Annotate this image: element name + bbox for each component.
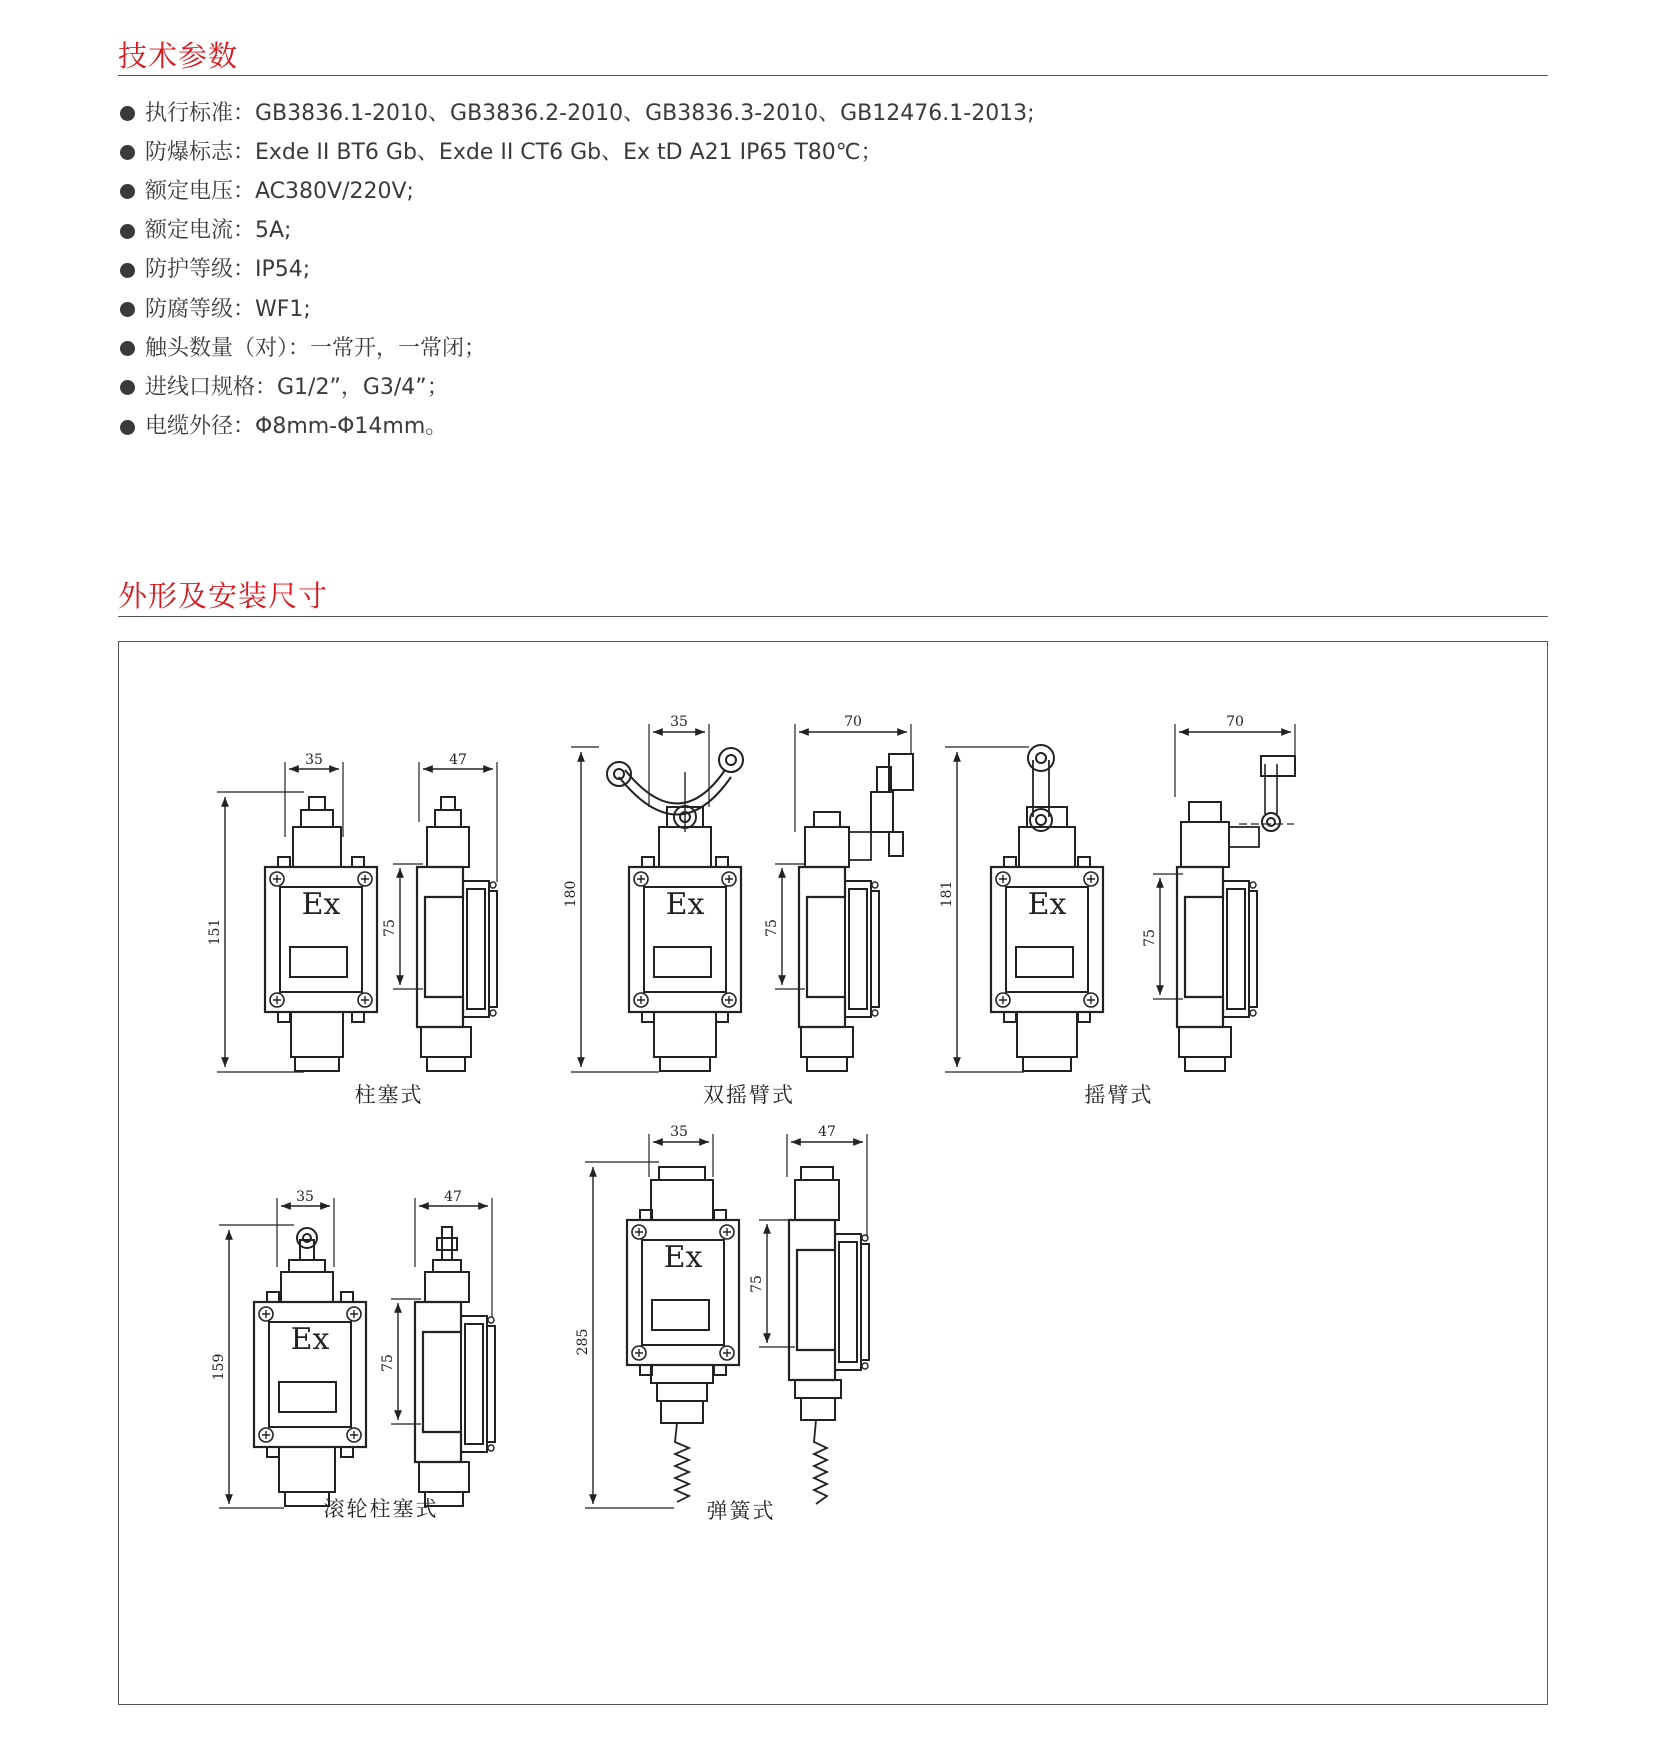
spec-text: 执行标准：GB3836.1-2010、GB3836.2-2010、GB3836.3-2010、GB12476.1-2013; — [145, 100, 1035, 126]
spec-item — [120, 251, 1035, 290]
spec-text: 防爆标志：Exde II BT6 Gb、Exde II CT6 Gb、Ex tD A21 IP65 T80℃； — [145, 139, 883, 165]
mount-label: 75 — [380, 1354, 396, 1372]
spec-item — [120, 94, 1035, 133]
spec-item — [120, 133, 1035, 172]
spec-text: 防护等级：IP54; — [145, 257, 311, 283]
width-label: 35 — [305, 752, 323, 768]
spec-item — [120, 212, 1035, 251]
drawing-double-arm-side — [764, 714, 913, 1071]
caption-roller-plunger: 滚轮柱塞式 — [323, 1497, 439, 1521]
ex-mark: Ex — [663, 1240, 703, 1275]
height-label: 285 — [575, 1328, 591, 1356]
drawing-plunger-side — [382, 752, 497, 1071]
height-label: 181 — [939, 880, 955, 908]
bullet-icon — [120, 224, 135, 239]
spec-list — [120, 94, 1035, 447]
spec-item — [120, 368, 1035, 407]
depth-label: 70 — [844, 714, 862, 730]
spec-text: 触头数量（对）：一常开，一常闭； — [145, 335, 487, 361]
spec-item — [120, 290, 1035, 329]
bullet-icon — [120, 302, 135, 317]
depth-label: 47 — [444, 1189, 462, 1205]
mount-label: 75 — [764, 919, 780, 937]
depth-label: 70 — [1226, 714, 1244, 730]
spec-text: 额定电压：AC380V/220V; — [145, 178, 414, 204]
drawing-double-arm-front — [563, 714, 743, 1072]
bullet-icon — [120, 420, 135, 435]
tech-section-title: 技术参数 — [118, 39, 239, 73]
caption-double-arm: 双摇臂式 — [703, 1083, 795, 1107]
dims-section-title: 外形及安装尺寸 — [118, 579, 329, 613]
drawing-frame — [118, 641, 1548, 1705]
depth-label: 47 — [818, 1124, 836, 1140]
height-label: 151 — [207, 918, 223, 946]
drawing-arm-side — [1142, 714, 1295, 1071]
ex-mark: Ex — [290, 1322, 330, 1357]
ex-mark: Ex — [1027, 887, 1067, 922]
caption-plunger: 柱塞式 — [354, 1083, 424, 1107]
spec-item — [120, 172, 1035, 211]
ex-mark: Ex — [301, 887, 341, 922]
drawing-roller-plunger-front — [211, 1189, 366, 1508]
spec-item — [120, 329, 1035, 368]
dimension-drawings — [119, 642, 1547, 1704]
mount-label: 75 — [749, 1275, 765, 1293]
height-label: 159 — [211, 1353, 227, 1381]
mount-label: 75 — [1142, 929, 1158, 947]
spec-text: 进线口规格：G1/2”，G3/4”； — [145, 374, 449, 400]
drawing-plunger-front — [207, 752, 377, 1072]
mount-label: 75 — [382, 919, 398, 937]
spec-text: 电缆外径：Φ8mm-Φ14mm。 — [145, 414, 448, 440]
bullet-icon — [120, 380, 135, 395]
drawing-roller-plunger-side — [380, 1189, 495, 1506]
bullet-icon — [120, 263, 135, 278]
bullet-icon — [120, 341, 135, 356]
caption-spring: 弹簧式 — [706, 1499, 776, 1523]
bullet-icon — [120, 145, 135, 160]
spec-text: 额定电流：5A; — [145, 218, 292, 244]
tech-section-rule — [118, 75, 1548, 76]
ex-mark: Ex — [665, 887, 705, 922]
width-label: 35 — [296, 1189, 314, 1205]
drawing-spring-front — [575, 1124, 739, 1508]
width-label: 35 — [670, 1124, 688, 1140]
drawing-spring-side — [749, 1124, 869, 1504]
drawing-arm-front — [939, 745, 1103, 1072]
spec-text: 防腐等级：WF1; — [145, 296, 311, 322]
depth-label: 47 — [449, 752, 467, 768]
height-label: 180 — [563, 880, 579, 908]
bullet-icon — [120, 184, 135, 199]
width-label: 35 — [670, 714, 688, 730]
caption-arm: 摇臂式 — [1084, 1083, 1154, 1107]
bullet-icon — [120, 106, 135, 121]
spec-item — [120, 408, 1035, 447]
dims-section-rule — [118, 616, 1548, 617]
